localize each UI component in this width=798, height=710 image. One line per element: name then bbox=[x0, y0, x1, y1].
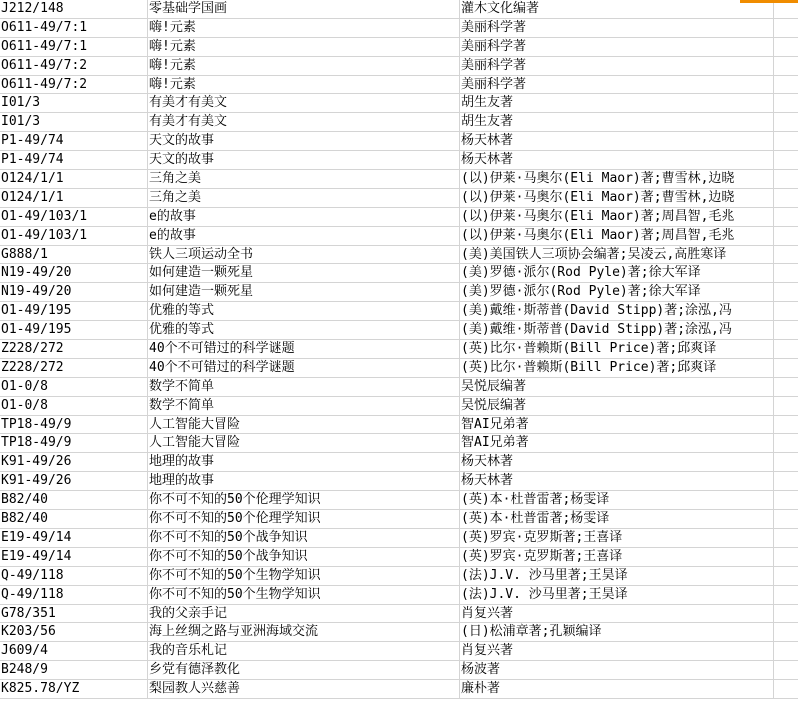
title-cell[interactable]: 人工智能大冒险 bbox=[148, 434, 460, 452]
call-number-cell[interactable]: O611-49/7:1 bbox=[0, 19, 148, 37]
title-cell[interactable]: 地理的故事 bbox=[148, 453, 460, 471]
author-cell[interactable]: (英)比尔·普赖斯(Bill Price)著;邱爽译 bbox=[460, 340, 774, 358]
empty-cell[interactable] bbox=[774, 567, 798, 585]
call-number-cell[interactable]: O124/1/1 bbox=[0, 189, 148, 207]
author-cell[interactable]: 杨天林著 bbox=[460, 132, 774, 150]
title-cell[interactable]: 嗨!元素 bbox=[148, 19, 460, 37]
title-cell[interactable]: 地理的故事 bbox=[148, 472, 460, 490]
call-number-cell[interactable]: Q-49/118 bbox=[0, 567, 148, 585]
title-cell[interactable]: 如何建造一颗死星 bbox=[148, 264, 460, 282]
title-cell[interactable]: 数学不简单 bbox=[148, 378, 460, 396]
table-row bbox=[0, 567, 798, 586]
call-number-cell[interactable]: TP18-49/9 bbox=[0, 416, 148, 434]
empty-cell[interactable] bbox=[774, 283, 798, 301]
title-cell[interactable]: 海上丝绸之路与亚洲海域交流 bbox=[148, 623, 460, 641]
call-number-cell[interactable]: G78/351 bbox=[0, 605, 148, 623]
call-number-cell[interactable]: I01/3 bbox=[0, 113, 148, 131]
call-number-cell[interactable]: B82/40 bbox=[0, 510, 148, 528]
table-row bbox=[0, 586, 798, 605]
title-cell[interactable]: 有美才有美文 bbox=[148, 94, 460, 112]
title-cell[interactable]: 40个不可错过的科学谜题 bbox=[148, 359, 460, 377]
empty-cell[interactable] bbox=[774, 38, 798, 56]
empty-cell[interactable] bbox=[774, 227, 798, 245]
title-cell[interactable]: 数学不简单 bbox=[148, 397, 460, 415]
author-cell[interactable]: 美丽科学著 bbox=[460, 57, 774, 75]
empty-cell[interactable] bbox=[774, 397, 798, 415]
empty-cell[interactable] bbox=[774, 434, 798, 452]
call-number-cell[interactable]: K203/56 bbox=[0, 623, 148, 641]
title-cell[interactable]: 你不可不知的50个生物学知识 bbox=[148, 586, 460, 604]
author-cell[interactable]: 灌木文化编著 bbox=[460, 0, 774, 18]
empty-cell[interactable] bbox=[774, 19, 798, 37]
author-cell[interactable]: 杨波著 bbox=[460, 661, 774, 679]
empty-cell[interactable] bbox=[774, 661, 798, 679]
call-number-cell[interactable]: O1-49/195 bbox=[0, 302, 148, 320]
table-row bbox=[0, 548, 798, 567]
call-number-cell[interactable]: G888/1 bbox=[0, 246, 148, 264]
title-cell[interactable]: 如何建造一颗死星 bbox=[148, 283, 460, 301]
title-cell[interactable]: e的故事 bbox=[148, 208, 460, 226]
title-cell[interactable]: 零基础学国画 bbox=[148, 0, 460, 18]
call-number-cell[interactable]: P1-49/74 bbox=[0, 151, 148, 169]
author-cell[interactable]: (美)戴维·斯蒂普(David Stipp)著;涂泓,冯 bbox=[460, 302, 774, 320]
title-cell[interactable]: 40个不可错过的科学谜题 bbox=[148, 340, 460, 358]
table-row bbox=[0, 208, 798, 227]
empty-cell[interactable] bbox=[774, 151, 798, 169]
author-cell[interactable]: 杨天林著 bbox=[460, 151, 774, 169]
table-row bbox=[0, 397, 798, 416]
title-cell[interactable]: 优雅的等式 bbox=[148, 321, 460, 339]
author-cell[interactable]: (美)罗德·派尔(Rod Pyle)著;徐大军译 bbox=[460, 264, 774, 282]
empty-cell[interactable] bbox=[774, 472, 798, 490]
title-cell[interactable]: 你不可不知的50个战争知识 bbox=[148, 548, 460, 566]
call-number-cell[interactable]: E19-49/14 bbox=[0, 548, 148, 566]
author-cell[interactable]: (美)戴维·斯蒂普(David Stipp)著;涂泓,冯 bbox=[460, 321, 774, 339]
author-cell[interactable]: (英)罗宾·克罗斯著;王喜译 bbox=[460, 529, 774, 547]
title-cell[interactable]: 我的父亲手记 bbox=[148, 605, 460, 623]
author-cell[interactable]: (英)罗宾·克罗斯著;王喜译 bbox=[460, 548, 774, 566]
table-row bbox=[0, 359, 798, 378]
empty-cell[interactable] bbox=[774, 264, 798, 282]
empty-cell[interactable] bbox=[774, 340, 798, 358]
title-cell[interactable]: 你不可不知的50个生物学知识 bbox=[148, 567, 460, 585]
call-number-cell[interactable]: O124/1/1 bbox=[0, 170, 148, 188]
title-cell[interactable]: 人工智能大冒险 bbox=[148, 416, 460, 434]
title-cell[interactable]: 天文的故事 bbox=[148, 132, 460, 150]
call-number-cell[interactable]: J212/148 bbox=[0, 0, 148, 18]
call-number-cell[interactable]: K91-49/26 bbox=[0, 453, 148, 471]
empty-cell[interactable] bbox=[774, 680, 798, 698]
table-row bbox=[0, 189, 798, 208]
empty-cell[interactable] bbox=[774, 510, 798, 528]
table-row bbox=[0, 113, 798, 132]
empty-cell[interactable] bbox=[774, 94, 798, 112]
call-number-cell[interactable]: I01/3 bbox=[0, 94, 148, 112]
table-row bbox=[0, 38, 798, 57]
empty-cell[interactable] bbox=[774, 378, 798, 396]
table-row bbox=[0, 19, 798, 38]
author-cell[interactable]: (法)J.V. 沙马里著;王昊译 bbox=[460, 586, 774, 604]
table-row bbox=[0, 321, 798, 340]
title-cell[interactable]: 你不可不知的50个战争知识 bbox=[148, 529, 460, 547]
table-row bbox=[0, 378, 798, 397]
empty-cell[interactable] bbox=[774, 189, 798, 207]
title-cell[interactable]: 优雅的等式 bbox=[148, 302, 460, 320]
empty-cell[interactable] bbox=[774, 208, 798, 226]
empty-cell[interactable] bbox=[774, 605, 798, 623]
empty-cell[interactable] bbox=[774, 170, 798, 188]
call-number-cell[interactable]: O1-0/8 bbox=[0, 397, 148, 415]
author-cell[interactable]: 肖复兴著 bbox=[460, 642, 774, 660]
table-row bbox=[0, 76, 798, 95]
title-cell[interactable]: e的故事 bbox=[148, 227, 460, 245]
table-row bbox=[0, 151, 798, 170]
author-cell[interactable]: 智AI兄弟著 bbox=[460, 434, 774, 452]
call-number-cell[interactable]: N19-49/20 bbox=[0, 283, 148, 301]
author-cell[interactable]: (日)松浦章著;孔颖编译 bbox=[460, 623, 774, 641]
empty-cell[interactable] bbox=[774, 453, 798, 471]
table-row bbox=[0, 0, 798, 19]
table-row bbox=[0, 416, 798, 435]
author-cell[interactable]: (美)罗德·派尔(Rod Pyle)著;徐大军译 bbox=[460, 283, 774, 301]
author-cell[interactable]: (以)伊莱·马奥尔(Eli Maor)著;周昌智,毛兆 bbox=[460, 227, 774, 245]
call-number-cell[interactable]: E19-49/14 bbox=[0, 529, 148, 547]
table-row bbox=[0, 642, 798, 661]
call-number-cell[interactable]: B82/40 bbox=[0, 491, 148, 509]
title-cell[interactable]: 有美才有美文 bbox=[148, 113, 460, 131]
author-cell[interactable]: (英)比尔·普赖斯(Bill Price)著;邱爽译 bbox=[460, 359, 774, 377]
author-cell[interactable]: 胡生友著 bbox=[460, 94, 774, 112]
table-row bbox=[0, 491, 798, 510]
call-number-cell[interactable]: Z228/272 bbox=[0, 340, 148, 358]
table-row bbox=[0, 340, 798, 359]
author-cell[interactable]: 廉朴著 bbox=[460, 680, 774, 698]
empty-cell[interactable] bbox=[774, 302, 798, 320]
author-cell[interactable]: (以)伊莱·马奥尔(Eli Maor)著;曹雪林,边晓 bbox=[460, 170, 774, 188]
call-number-cell[interactable]: K91-49/26 bbox=[0, 472, 148, 490]
table-row bbox=[0, 170, 798, 189]
call-number-cell[interactable]: Q-49/118 bbox=[0, 586, 148, 604]
table-row bbox=[0, 283, 798, 302]
call-number-cell[interactable]: Z228/272 bbox=[0, 359, 148, 377]
empty-cell[interactable] bbox=[774, 132, 798, 150]
author-cell[interactable]: (英)本·杜普雷著;杨雯译 bbox=[460, 510, 774, 528]
call-number-cell[interactable]: O1-49/195 bbox=[0, 321, 148, 339]
empty-cell[interactable] bbox=[774, 321, 798, 339]
empty-cell[interactable] bbox=[774, 642, 798, 660]
title-cell[interactable]: 嗨!元素 bbox=[148, 76, 460, 94]
table-row bbox=[0, 529, 798, 548]
author-cell[interactable]: 胡生友著 bbox=[460, 113, 774, 131]
title-cell[interactable]: 嗨!元素 bbox=[148, 38, 460, 56]
empty-cell[interactable] bbox=[774, 416, 798, 434]
author-cell[interactable]: 吴悦辰编著 bbox=[460, 397, 774, 415]
table-row bbox=[0, 680, 798, 699]
title-cell[interactable]: 三角之美 bbox=[148, 170, 460, 188]
table-row bbox=[0, 605, 798, 624]
title-cell[interactable]: 你不可不知的50个伦理学知识 bbox=[148, 491, 460, 509]
table-row bbox=[0, 453, 798, 472]
call-number-cell[interactable]: J609/4 bbox=[0, 642, 148, 660]
call-number-cell[interactable]: N19-49/20 bbox=[0, 264, 148, 282]
author-cell[interactable]: (英)本·杜普雷著;杨雯译 bbox=[460, 491, 774, 509]
table-row bbox=[0, 661, 798, 680]
call-number-cell[interactable]: O611-49/7:2 bbox=[0, 57, 148, 75]
author-cell[interactable]: (美)美国铁人三项协会编著;吴凌云,高胜寒译 bbox=[460, 246, 774, 264]
empty-cell[interactable] bbox=[774, 586, 798, 604]
author-cell[interactable]: (以)伊莱·马奥尔(Eli Maor)著;周昌智,毛兆 bbox=[460, 208, 774, 226]
empty-cell[interactable] bbox=[774, 623, 798, 641]
author-cell[interactable]: (以)伊莱·马奥尔(Eli Maor)著;曹雪林,边晓 bbox=[460, 189, 774, 207]
title-cell[interactable]: 三角之美 bbox=[148, 189, 460, 207]
call-number-cell[interactable]: O1-49/103/1 bbox=[0, 208, 148, 226]
empty-cell[interactable] bbox=[774, 548, 798, 566]
call-number-cell[interactable]: O1-0/8 bbox=[0, 378, 148, 396]
table-row bbox=[0, 302, 798, 321]
call-number-cell[interactable]: O1-49/103/1 bbox=[0, 227, 148, 245]
title-cell[interactable]: 嗨!元素 bbox=[148, 57, 460, 75]
call-number-cell[interactable]: K825.78/YZ bbox=[0, 680, 148, 698]
author-cell[interactable]: 美丽科学著 bbox=[460, 38, 774, 56]
empty-cell[interactable] bbox=[774, 246, 798, 264]
call-number-cell[interactable]: P1-49/74 bbox=[0, 132, 148, 150]
empty-cell[interactable] bbox=[774, 57, 798, 75]
empty-cell[interactable] bbox=[774, 529, 798, 547]
title-cell[interactable]: 我的音乐札记 bbox=[148, 642, 460, 660]
selection-indicator bbox=[740, 0, 798, 3]
empty-cell[interactable] bbox=[774, 76, 798, 94]
call-number-cell[interactable]: O611-49/7:2 bbox=[0, 76, 148, 94]
author-cell[interactable]: 智AI兄弟著 bbox=[460, 416, 774, 434]
table-row bbox=[0, 246, 798, 265]
table-row bbox=[0, 57, 798, 76]
call-number-cell[interactable]: TP18-49/9 bbox=[0, 434, 148, 452]
author-cell[interactable]: 美丽科学著 bbox=[460, 76, 774, 94]
author-cell[interactable]: 杨天林著 bbox=[460, 472, 774, 490]
title-cell[interactable]: 乡党有德泽教化 bbox=[148, 661, 460, 679]
title-cell[interactable]: 天文的故事 bbox=[148, 151, 460, 169]
table-row bbox=[0, 472, 798, 491]
table-row bbox=[0, 264, 798, 283]
table-row bbox=[0, 132, 798, 151]
table-row bbox=[0, 227, 798, 246]
empty-cell[interactable] bbox=[774, 113, 798, 131]
author-cell[interactable]: 美丽科学著 bbox=[460, 19, 774, 37]
call-number-cell[interactable]: B248/9 bbox=[0, 661, 148, 679]
table-row bbox=[0, 94, 798, 113]
author-cell[interactable]: 肖复兴著 bbox=[460, 605, 774, 623]
title-cell[interactable]: 你不可不知的50个伦理学知识 bbox=[148, 510, 460, 528]
table-row bbox=[0, 434, 798, 453]
empty-cell[interactable] bbox=[774, 359, 798, 377]
author-cell[interactable]: 杨天林著 bbox=[460, 453, 774, 471]
table-row bbox=[0, 510, 798, 529]
author-cell[interactable]: (法)J.V. 沙马里著;王昊译 bbox=[460, 567, 774, 585]
title-cell[interactable]: 铁人三项运动全书 bbox=[148, 246, 460, 264]
table-row bbox=[0, 623, 798, 642]
title-cell[interactable]: 梨园教人兴慈善 bbox=[148, 680, 460, 698]
empty-cell[interactable] bbox=[774, 491, 798, 509]
call-number-cell[interactable]: O611-49/7:1 bbox=[0, 38, 148, 56]
author-cell[interactable]: 吴悦辰编著 bbox=[460, 378, 774, 396]
